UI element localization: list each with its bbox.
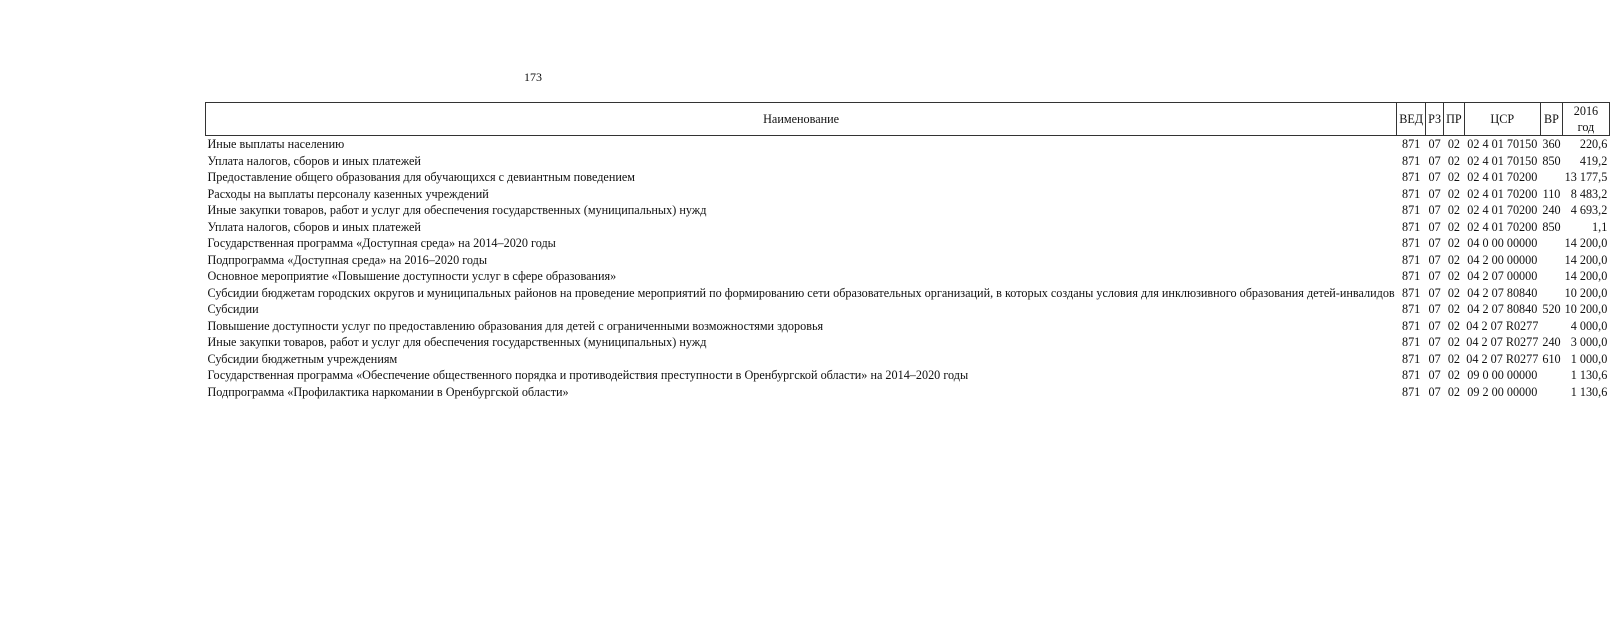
row-rz-cell: 07 (1428, 137, 1441, 151)
table-row (206, 235, 1610, 252)
row-ved-cell: 871 (1401, 318, 1421, 333)
row-vr-cell: 610 (1542, 351, 1561, 366)
row-pr-cell: 02 (1447, 186, 1461, 201)
row-name-cell: Уплата налогов, сборов и иных платежей (207, 153, 421, 168)
row-csr-cell: 02 4 01 70150 (1467, 153, 1538, 168)
row-rz-cell: 07 (1428, 285, 1441, 300)
row-pr-cell: 02 (1447, 318, 1461, 333)
row-pr-cell: 02 (1447, 137, 1461, 151)
row-amount-cell: 13 177,5 (1564, 170, 1608, 184)
row-rz-cell: 07 (1428, 368, 1441, 382)
table-row (206, 301, 1610, 318)
table-row (206, 252, 1610, 269)
table-row (206, 384, 1610, 401)
row-csr-cell: 02 4 01 70200 (1467, 170, 1538, 184)
row-vr-cell: 520 (1542, 302, 1561, 316)
row-ved-cell: 871 (1401, 384, 1421, 399)
row-ved-cell: 871 (1401, 368, 1421, 382)
row-vr-cell (1540, 318, 1562, 335)
row-ved-cell: 871 (1401, 170, 1421, 184)
row-name-cell: Повышение доступности услуг по предоставлению образования для детей с ограниченными возможностями здоровья (207, 318, 824, 333)
row-vr-cell (1540, 384, 1562, 401)
row-pr-cell: 02 (1447, 170, 1461, 184)
row-rz-cell: 07 (1428, 269, 1441, 283)
row-rz-cell: 07 (1428, 170, 1441, 184)
row-ved-cell: 871 (1401, 351, 1421, 366)
row-pr-cell: 02 (1447, 236, 1461, 250)
row-amount-cell: 10 200,0 (1564, 302, 1608, 316)
row-pr-cell: 02 (1447, 368, 1461, 382)
row-csr-cell: 02 4 01 70200 (1467, 186, 1538, 201)
row-csr-cell: 04 2 07 R0277 (1466, 335, 1539, 349)
table-row (206, 318, 1610, 335)
row-vr-cell: 240 (1542, 335, 1561, 349)
row-pr-cell: 02 (1447, 203, 1461, 217)
header-amount: 2016 год (1563, 103, 1610, 136)
row-vr-cell (1540, 285, 1562, 302)
row-rz-cell: 07 (1428, 335, 1441, 349)
row-vr-cell (1540, 268, 1562, 285)
row-amount-cell: 419,2 (1579, 153, 1608, 168)
row-name-cell: Основное мероприятие «Повышение доступности услуг в сфере образования» (207, 269, 617, 283)
row-csr-cell: 09 2 00 00000 (1467, 384, 1538, 399)
row-rz-cell: 07 (1428, 153, 1441, 168)
row-rz-cell: 07 (1428, 186, 1441, 201)
row-amount-cell: 1 000,0 (1570, 351, 1608, 366)
row-csr-cell: 04 2 00 00000 (1467, 252, 1538, 267)
row-vr-cell: 110 (1542, 186, 1561, 201)
row-amount-cell: 14 200,0 (1564, 252, 1608, 267)
row-csr-cell: 04 2 07 R0277 (1466, 318, 1539, 333)
row-amount-cell: 8 483,2 (1570, 186, 1608, 201)
row-vr-cell: 850 (1542, 153, 1561, 168)
row-csr-cell: 02 4 01 70200 (1467, 203, 1538, 217)
row-name-cell: Иные закупки товаров, работ и услуг для обеспечения государственных (муниципальных) нужд (207, 335, 707, 349)
row-ved-cell: 871 (1401, 285, 1421, 300)
row-vr-cell (1540, 367, 1562, 384)
row-vr-cell: 360 (1542, 137, 1561, 151)
table-row (206, 268, 1610, 285)
row-pr-cell: 02 (1447, 252, 1461, 267)
row-ved-cell: 871 (1401, 186, 1421, 201)
table-row (206, 285, 1610, 302)
row-vr-cell: 850 (1542, 219, 1561, 234)
row-name-cell: Иные закупки товаров, работ и услуг для обеспечения государственных (муниципальных) нужд (207, 203, 707, 217)
row-name-cell: Государственная программа «Обеспечение общественного порядка и противодействия преступности в Оренбургской области» на 2014–2020 годы (207, 368, 969, 382)
row-rz-cell: 07 (1428, 384, 1441, 399)
row-csr-cell: 04 0 00 00000 (1467, 236, 1538, 250)
row-name-cell: Субсидии бюджетным учреждениям (207, 351, 398, 366)
row-vr-cell: 240 (1542, 203, 1561, 217)
row-ved-cell: 871 (1401, 335, 1421, 349)
table-row (206, 367, 1610, 384)
row-rz-cell: 07 (1428, 203, 1441, 217)
budget-table (205, 102, 1610, 400)
row-ved-cell: 871 (1401, 219, 1421, 234)
header-vr: ВР (1540, 103, 1562, 136)
header-name: Наименование (206, 103, 1397, 136)
row-name-cell: Государственная программа «Доступная среда» на 2014–2020 годы (207, 236, 556, 250)
row-amount-cell: 14 200,0 (1564, 236, 1608, 250)
row-name-cell: Уплата налогов, сборов и иных платежей (207, 219, 421, 234)
row-csr-cell: 04 2 07 80840 (1467, 302, 1538, 316)
row-amount-cell: 14 200,0 (1564, 269, 1608, 283)
row-csr-cell: 02 4 01 70200 (1467, 219, 1538, 234)
row-pr-cell: 02 (1447, 335, 1461, 349)
row-rz-cell: 07 (1428, 219, 1441, 234)
page-number: 173 (524, 70, 542, 84)
row-ved-cell: 871 (1401, 269, 1421, 283)
row-ved-cell: 871 (1401, 153, 1421, 168)
header-pr: ПР (1444, 103, 1465, 136)
row-amount-cell: 4 000,0 (1570, 318, 1608, 333)
row-rz-cell: 07 (1428, 252, 1441, 267)
row-name-cell: Подпрограмма «Профилактика наркомании в Оренбургской области» (207, 384, 569, 399)
row-pr-cell: 02 (1447, 153, 1461, 168)
row-csr-cell: 04 2 07 00000 (1467, 269, 1538, 283)
row-pr-cell: 02 (1447, 219, 1461, 234)
row-csr-cell: 04 2 07 R0277 (1466, 351, 1539, 366)
row-ved-cell: 871 (1401, 203, 1421, 217)
row-rz-cell: 07 (1428, 318, 1441, 333)
row-amount-cell: 1 130,6 (1570, 368, 1608, 382)
header-ved: ВЕД (1397, 103, 1426, 136)
row-name-cell: Иные выплаты населению (207, 137, 345, 151)
table-row (206, 169, 1610, 186)
row-pr-cell: 02 (1447, 285, 1461, 300)
row-amount-cell: 1 130,6 (1570, 384, 1608, 399)
row-rz-cell: 07 (1428, 236, 1441, 250)
row-vr-cell (1540, 235, 1562, 252)
table-row (206, 186, 1610, 203)
row-amount-cell: 4 693,2 (1570, 203, 1608, 217)
table-row (206, 153, 1610, 170)
row-name-cell: Предоставление общего образования для обучающихся с девиантным поведением (207, 170, 635, 184)
row-csr-cell: 04 2 07 80840 (1467, 285, 1538, 300)
row-amount-cell: 1,1 (1592, 219, 1608, 234)
row-pr-cell: 02 (1447, 384, 1461, 399)
row-csr-cell: 09 0 00 00000 (1467, 368, 1538, 382)
row-ved-cell: 871 (1401, 236, 1421, 250)
row-name-cell: Подпрограмма «Доступная среда» на 2016–2020 годы (207, 252, 488, 267)
table-row (206, 334, 1610, 351)
row-amount-cell: 10 200,0 (1564, 285, 1608, 300)
table-row (206, 219, 1610, 236)
row-rz-cell: 07 (1428, 351, 1441, 366)
row-pr-cell: 02 (1447, 351, 1461, 366)
row-vr-cell (1540, 252, 1562, 269)
row-csr-cell: 02 4 01 70150 (1467, 137, 1538, 151)
row-name-cell: Субсидии (207, 302, 259, 316)
row-vr-cell (1540, 169, 1562, 186)
row-ved-cell: 871 (1401, 137, 1421, 151)
row-pr-cell: 02 (1447, 269, 1461, 283)
row-amount-cell: 220,6 (1579, 137, 1608, 151)
table-row (206, 202, 1610, 219)
row-name-cell: Субсидии бюджетам городских округов и муниципальных районов на проведение мероприятий по формированию сети образовательных организаций, в которых созданы условия для инклюзивного образования детей-инвалидов (207, 285, 1395, 300)
table-row (206, 351, 1610, 368)
row-pr-cell: 02 (1447, 302, 1461, 316)
table-row (206, 136, 1610, 153)
header-csr: ЦСР (1464, 103, 1540, 136)
row-name-cell: Расходы на выплаты персоналу казенных учреждений (207, 186, 489, 201)
row-ved-cell: 871 (1401, 302, 1421, 316)
row-amount-cell: 3 000,0 (1570, 335, 1608, 349)
header-rz: РЗ (1426, 103, 1444, 136)
row-ved-cell: 871 (1401, 252, 1421, 267)
row-rz-cell: 07 (1428, 302, 1441, 316)
table-header-row (206, 103, 1610, 136)
